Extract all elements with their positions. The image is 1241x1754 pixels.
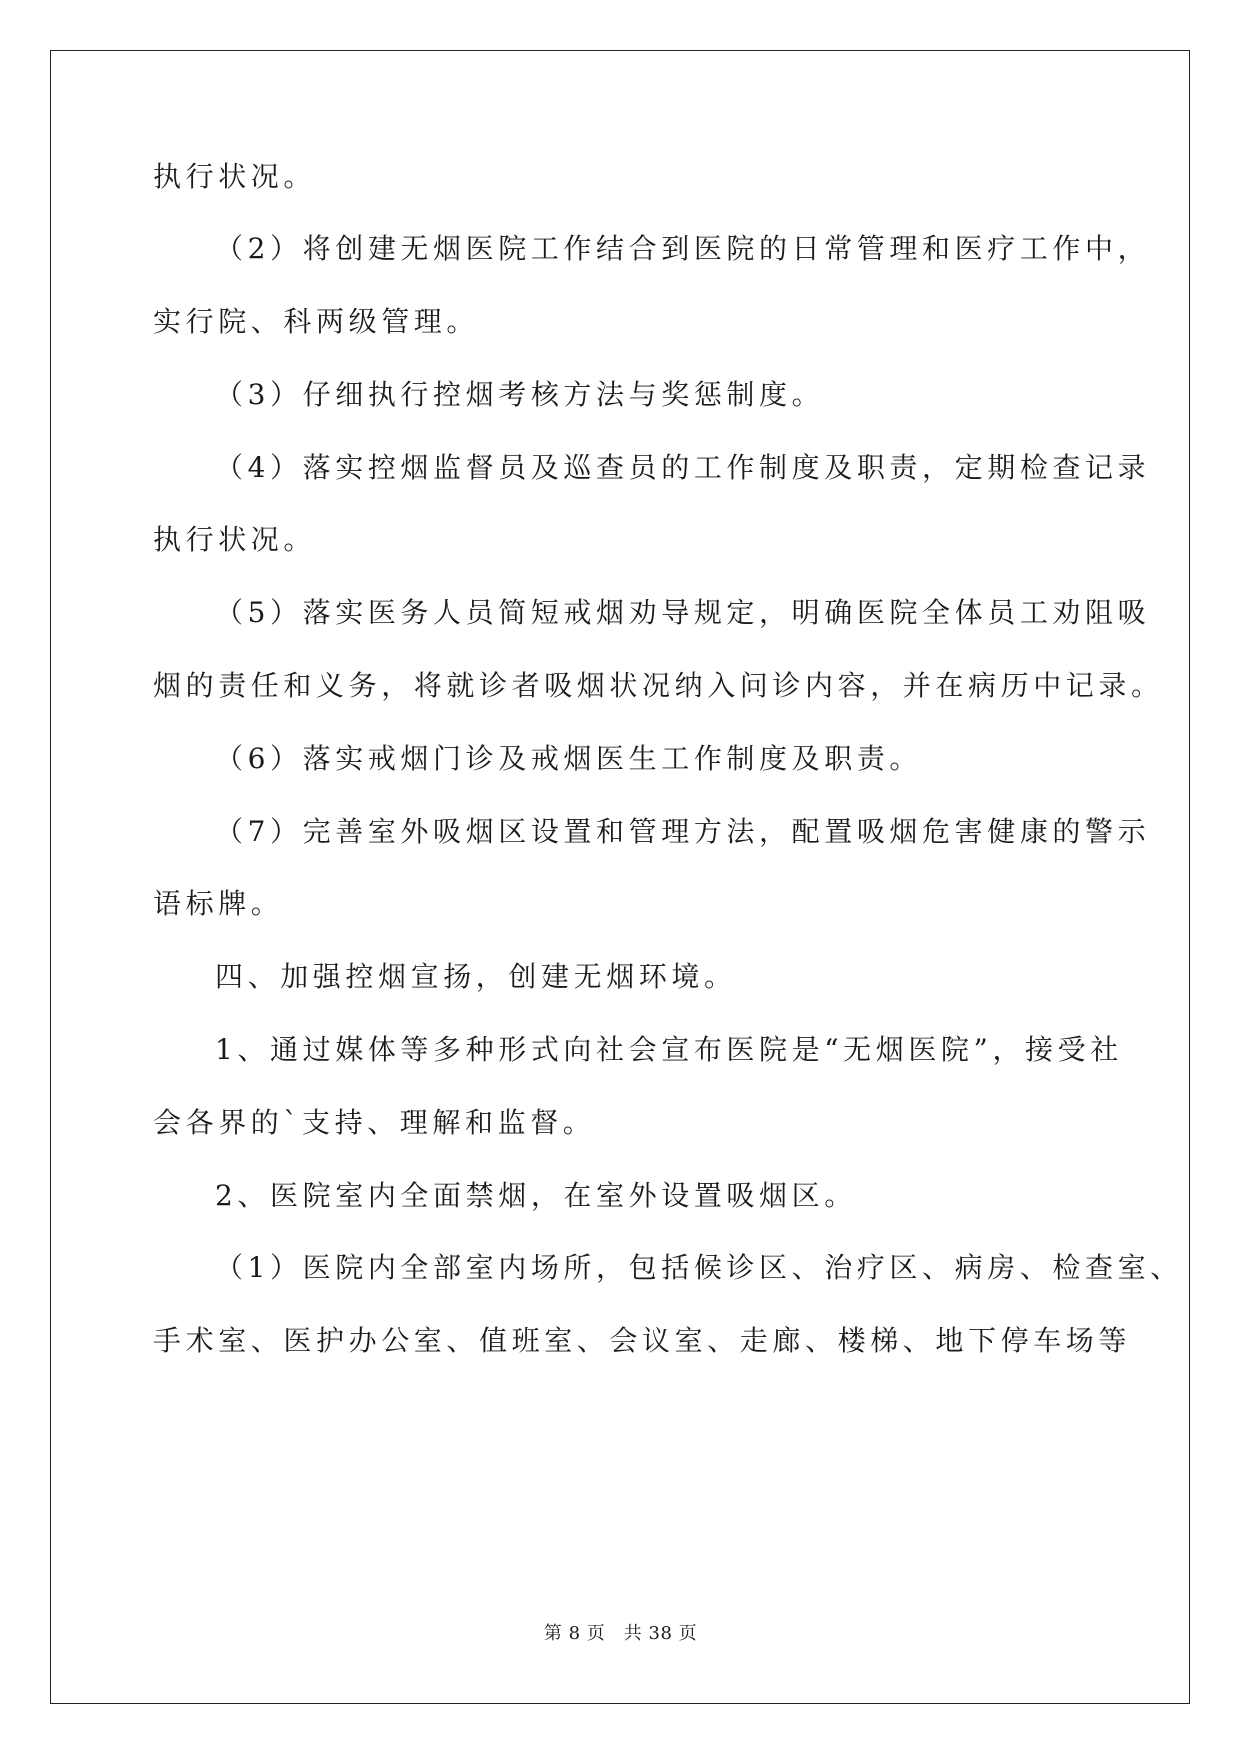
- paragraph-line: （6）落实戒烟门诊及戒烟医生工作制度及职责。: [215, 742, 923, 775]
- paragraph-line: 执行状况。: [153, 523, 317, 556]
- paragraph-line: 烟的责任和义务，将就诊者吸烟状况纳入问诊内容，并在病历中记录。: [153, 669, 1164, 702]
- paragraph-line: （1）医院内全部室内场所，包括候诊区、治疗区、病房、检查室、: [215, 1251, 1183, 1284]
- paragraph-line: （7）完善室外吸烟区设置和管理方法，配置吸烟危害健康的警示: [215, 815, 1151, 848]
- paragraph-line: （4）落实控烟监督员及巡查员的工作制度及职责，定期检查记录: [215, 451, 1151, 484]
- paragraph-line: 1、通过媒体等多种形式向社会宣布医院是“无烟医院”，接受社: [215, 1033, 1123, 1066]
- paragraph-line: 手术室、医护办公室、值班室、会议室、走廊、楼梯、地下停车场等: [153, 1324, 1132, 1357]
- section-heading: 四、加强控烟宣扬，创建无烟环境。: [215, 960, 737, 993]
- paragraph-line: 实行院、科两级管理。: [153, 305, 480, 338]
- paragraph-line: 会各界的`支持、理解和监督。: [153, 1106, 596, 1139]
- paragraph-line: （5）落实医务人员简短戒烟劝导规定，明确医院全体员工劝阻吸: [215, 596, 1151, 629]
- paragraph-line: （2）将创建无烟医院工作结合到医院的日常管理和医疗工作中，: [215, 232, 1151, 265]
- paragraph-line: （3）仔细执行控烟考核方法与奖惩制度。: [215, 378, 825, 411]
- paragraph-line: 2、医院室内全面禁烟，在室外设置吸烟区。: [215, 1179, 857, 1212]
- page-border: [50, 50, 1190, 1704]
- paragraph-line: 语标牌。: [153, 887, 284, 920]
- paragraph-line: 执行状况。: [153, 160, 317, 193]
- page-number-footer: 第 8 页 共 38 页: [543, 1623, 698, 1644]
